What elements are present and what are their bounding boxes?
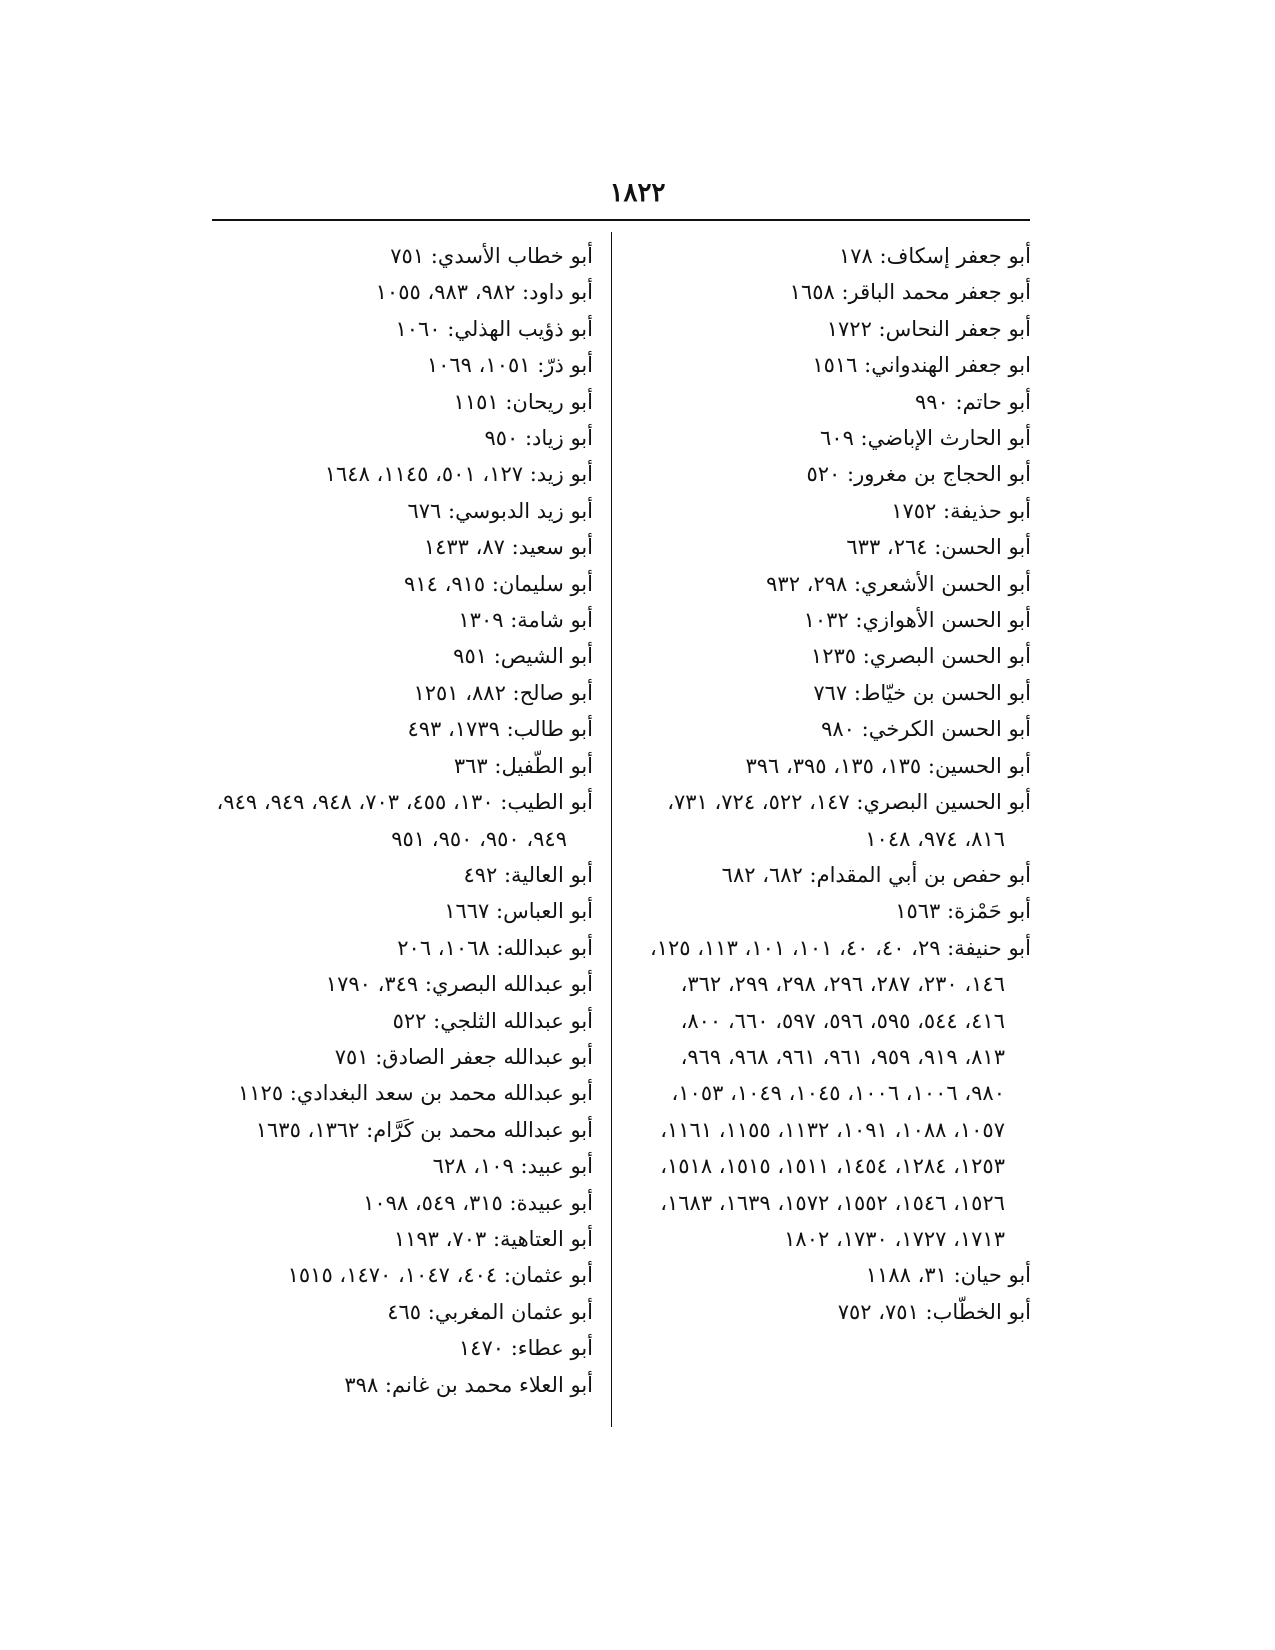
index-entry: أبو جعفر النحاس: ١٧٢٢ — [826, 316, 1031, 341]
index-entry: أبو عبدالله جعفر الصادق: ٧٥١ — [334, 1044, 593, 1069]
index-entry: أبو الخطّاب: ٧٥١، ٧٥٢ — [837, 1299, 1031, 1324]
index-entry: أبو ذرّ: ١٠٥١، ١٠٦٩ — [426, 353, 593, 378]
header-rule — [212, 219, 1030, 221]
index-entry: أبو الحسن بن خيّاط: ٧٦٧ — [813, 680, 1031, 705]
index-entry: أبو الشيص: ٩٥١ — [453, 644, 593, 669]
index-entry: أبو سعيد: ٨٧، ١٤٣٣ — [423, 535, 593, 560]
index-entry: أبو الحارث الإباضي: ٦٠٩ — [820, 426, 1031, 451]
index-entry: أبو عطاء: ١٤٧٠ — [458, 1336, 593, 1361]
index-entry: أبو العالية: ٤٩٢ — [463, 862, 593, 887]
index-column-right — [636, 238, 1031, 1330]
index-entry: أبو الحسن الكرخي: ٩٨٠ — [821, 717, 1031, 742]
index-entry: أبو عثمان المغربي: ٤٦٥ — [387, 1299, 593, 1324]
index-entry: أبو الحسن الأهوازي: ١٠٣٢ — [803, 608, 1031, 633]
index-entry: أبو عبدالله محمد بن سعد البغدادي: ١١٢٥ — [237, 1081, 593, 1106]
index-entry: أبو عبدالله البصري: ٣٤٩، ١٧٩٠ — [325, 972, 593, 997]
index-entry: أبو زياد: ٩٥٠ — [484, 426, 593, 451]
index-entry: أبو عبدالله: ١٠٦٨، ٢٠٦ — [397, 935, 593, 960]
index-entry: أبو حَمْزة: ١٥٦٣ — [895, 899, 1031, 924]
index-entry: أبو زيد الدبوسي: ٦٧٦ — [407, 498, 593, 523]
index-entry: أبو حنيفة: ٢٩، ٤٠، ٤٠، ١٠١، ١٠١، ١١٣، ١٢٥، ١٤٦، ٢٣٠، ٢٨٧، ٢٩٦، ٢٩٨، ٢٩٩، ٣٦٢، ٤١٦، ٥٤٤، ٥٩٥، ٥٩٦، ٥٩٧، ٦٦٠، ٨٠٠، ٨١٣، ٩١٩، ٩٥٩، ٩٦١، ٩٦١، ٩٦٨، ٩٦٩، ٩٨٠، ١٠٠٦، ١٠٠٦، ١٠٤٥، ١٠٤٩، ١٠٥٣، ١٠٥٧، ١٠٨٨، ١٠٩١، ١١٣٢، ١١٥٥، ١١٦١، ١٢٥٣، ١٢٨٤، ١٤٥٤، ١٥١١، ١٥١٥، ١٥١٨، ١٥٢٦، ١٥٤٦، ١٥٥٢، ١٥٧٢، ١٦٣٩، ١٦٨٣، ١٧١٣، ١٧٢٧، ١٧٣٠، ١٨٠٢ — [649, 935, 1031, 1251]
index-entry: ابو جعفر الهندواني: ١٥١٦ — [812, 353, 1031, 378]
index-entry: أبو عثمان: ٤٠٤، ١٠٤٧، ١٤٧٠، ١٥١٥ — [287, 1263, 593, 1288]
index-entry: أبو حيان: ٣١، ١١٨٨ — [865, 1263, 1031, 1288]
index-entry: أبو زيد: ١٢٧، ٥٠١، ١١٤٥، ١٦٤٨ — [324, 462, 593, 487]
index-entry: أبو جعفر محمد الباقر: ١٦٥٨ — [789, 280, 1031, 305]
index-entry: أبو العلاء محمد بن غانم: ٣٩٨ — [344, 1372, 593, 1397]
index-column-left — [188, 238, 593, 1403]
index-entry: أبو عبدالله الثلجي: ٥٢٢ — [392, 1008, 593, 1033]
index-entry: أبو ذؤيب الهذلي: ١٠٦٠ — [395, 316, 593, 341]
index-entry: أبو عبيد: ١٠٩، ٦٢٨ — [432, 1154, 593, 1179]
index-entry: أبو الحسن الأشعري: ٢٩٨، ٩٣٢ — [766, 571, 1031, 596]
index-entry: أبو الحسن البصري: ١٢٣٥ — [810, 644, 1031, 669]
index-entry: أبو الطيب: ١٣٠، ٤٥٥، ٧٠٣، ٩٤٨، ٩٤٩، ٩٤٩، ٩٤٩، ٩٥٠، ٩٥٠، ٩٥١ — [216, 790, 593, 851]
index-entry: أبو الطّفيل: ٣٦٣ — [453, 753, 593, 778]
index-entry: أبو حذيفة: ١٧٥٢ — [891, 498, 1031, 523]
index-entry: أبو حفص بن أبي المقدام: ٦٨٢، ٦٨٢ — [721, 862, 1031, 887]
index-entry: أبو العباس: ١٦٦٧ — [444, 899, 593, 924]
index-entry: أبو الحسن: ٢٦٤، ٦٣٣ — [846, 535, 1031, 560]
index-entry: أبو العتاهية: ٧٠٣، ١١٩٣ — [393, 1226, 593, 1251]
column-divider — [611, 232, 612, 1427]
index-entry: أبو جعفر إسكاف: ١٧٨ — [839, 244, 1031, 268]
index-entry: أبو سليمان: ٩١٥، ٩١٤ — [404, 571, 593, 596]
index-entry: أبو طالب: ١٧٣٩، ٤٩٣ — [407, 717, 593, 742]
index-entry: أبو الحجاج بن مغرور: ٥٢٠ — [806, 462, 1031, 487]
index-entry: أبو حاتم: ٩٩٠ — [915, 389, 1031, 414]
page-number: ١٨٢٢ — [609, 178, 666, 208]
index-entry: أبو خطاب الأسدي: ٧٥١ — [390, 244, 593, 268]
index-entry: أبو ريحان: ١١٥١ — [453, 389, 593, 414]
index-entry: أبو شامة: ١٣٠٩ — [458, 608, 593, 633]
index-entry: أبو عبدالله محمد بن كَرَّام: ١٣٦٢، ١٦٣٥ — [255, 1117, 593, 1142]
index-entry: أبو الحسين البصري: ١٤٧، ٥٢٢، ٧٢٤، ٧٣١، ٨١٦، ٩٧٤، ١٠٤٨ — [667, 790, 1031, 851]
index-entry: أبو داود: ٩٨٢، ٩٨٣، ١٠٥٥ — [375, 280, 593, 305]
index-entry: أبو عبيدة: ٣١٥، ٥٤٩، ١٠٩٨ — [363, 1190, 593, 1215]
index-entry: أبو الحسين: ١٣٥، ١٣٥، ٣٩٥، ٣٩٦ — [745, 753, 1031, 778]
index-entry: أبو صالح: ٨٨٢، ١٢٥١ — [413, 680, 593, 705]
